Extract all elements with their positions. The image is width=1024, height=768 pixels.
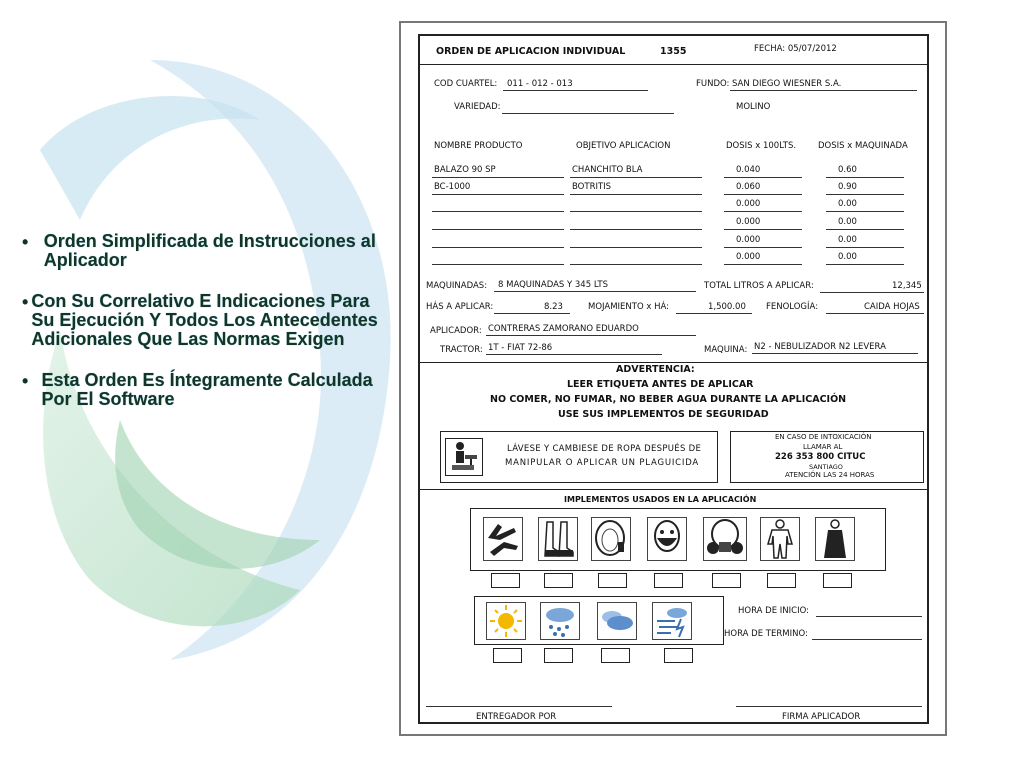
mojamiento-label: MOJAMIENTO x HÁ:: [588, 302, 670, 312]
cod-cuartel-value: 011 - 012 - 013: [507, 79, 573, 89]
cell-producto: BC-1000: [434, 182, 471, 192]
bullet-text: Esta Orden Es Íntegramente Calculada Por El Software: [41, 370, 373, 409]
suit-icon: [760, 517, 800, 561]
intoxicacion-box: [730, 431, 924, 483]
cell-producto: BALAZO 90 SP: [434, 165, 496, 175]
respirator-icon: [703, 517, 747, 561]
intox-line: SANTIAGO: [809, 463, 843, 471]
fundo-line: [730, 90, 917, 91]
has-line: [494, 313, 570, 314]
total-litros-value: 12,345: [892, 281, 922, 291]
bullet-text: Orden Simplificada de Instrucciones al Aplicador: [43, 231, 376, 270]
variedad-label: VARIEDAD:: [454, 102, 501, 112]
implement-checkbox[interactable]: [654, 573, 683, 588]
bullet-marker: •: [22, 292, 29, 312]
implementos-title: IMPLEMENTOS USADOS EN LA APLICACIÓN: [564, 495, 757, 504]
implement-checkbox[interactable]: [823, 573, 852, 588]
implement-checkbox[interactable]: [491, 573, 520, 588]
cell-dosis100: 0.000: [736, 199, 761, 209]
fundo-value: SAN DIEGO WIESNER S.A.: [732, 79, 842, 89]
cell-objetivo: CHANCHITO BLA: [572, 165, 643, 175]
form-frame: [418, 34, 929, 724]
sun-icon: [486, 602, 526, 640]
cell-dosis100: 0.000: [736, 217, 761, 227]
hora-termino-line[interactable]: [812, 639, 922, 640]
cell-dosismaq: 0.90: [838, 182, 857, 192]
col-header-objetivo: OBJETIVO APLICACION: [576, 141, 671, 151]
mojamiento-value: 1,500.00: [708, 302, 746, 312]
implement-checkbox[interactable]: [544, 573, 573, 588]
hora-inicio-label: HORA DE INICIO:: [738, 606, 809, 616]
entregador-label: ENTREGADOR POR: [476, 712, 557, 722]
weather-checkbox[interactable]: [544, 648, 573, 663]
cell-dosismaq: 0.00: [838, 252, 857, 262]
has-value: 8.23: [544, 302, 563, 312]
advertencia-title: ADVERTENCIA:: [616, 364, 695, 375]
weather-checkbox[interactable]: [664, 648, 693, 663]
bullet-item: [14, 371, 394, 409]
implementos-divider: [420, 489, 927, 490]
molino-label: MOLINO: [736, 102, 771, 112]
maquina-value: N2 - NEBULIZADOR N2 LEVERA: [754, 342, 886, 352]
maquina-line: [752, 353, 918, 354]
washing-icon: [445, 438, 483, 476]
total-litros-line: [820, 292, 924, 293]
entregador-line: [426, 706, 612, 707]
implement-checkbox[interactable]: [598, 573, 627, 588]
hora-termino-label: HORA DE TERMINO:: [724, 629, 808, 639]
col-header-dosis100: DOSIS x 100LTS.: [726, 141, 797, 151]
gloves-icon: [483, 517, 523, 561]
cell-dosis100: 0.000: [736, 235, 761, 245]
tractor-line: [486, 354, 662, 355]
form-title: ORDEN DE APLICACION INDIVIDUAL: [436, 46, 626, 57]
mask-icon: [647, 517, 687, 561]
lavese-line: LÁVESE Y CAMBIESE DE ROPA DESPUÉS DE: [507, 444, 702, 454]
fenologia-line: [826, 313, 924, 314]
form-document: [399, 21, 947, 736]
rain-icon: [540, 602, 580, 640]
variedad-line: [502, 113, 674, 114]
fenologia-value: CAIDA HOJAS: [864, 302, 920, 312]
tractor-value: 1T - FIAT 72-86: [488, 343, 553, 353]
advertencia-line: USE SUS IMPLEMENTOS DE SEGURIDAD: [558, 409, 769, 420]
cod-cuartel-line: [503, 90, 648, 91]
implement-checkbox[interactable]: [767, 573, 796, 588]
bullet-marker: •: [22, 371, 29, 391]
cell-dosis100: 0.040: [736, 165, 761, 175]
tractor-label: TRACTOR:: [440, 345, 483, 355]
cell-dosis100: 0.060: [736, 182, 761, 192]
cell-dosis100: 0.000: [736, 252, 761, 262]
aplicador-line: [486, 335, 696, 336]
advertencia-line: NO COMER, NO FUMAR, NO BEBER AGUA DURANTE LA APLICACIÓN: [490, 394, 847, 405]
total-litros-label: TOTAL LITROS A APLICAR:: [704, 281, 814, 291]
face-shield-icon: [591, 517, 631, 561]
apron-icon: [815, 517, 855, 561]
col-header-producto: NOMBRE PRODUCTO: [434, 141, 523, 151]
intox-line: EN CASO DE INTOXICACIÓN: [775, 433, 872, 441]
fenologia-label: FENOLOGÍA:: [766, 302, 819, 312]
has-label: HÁS A APLICAR:: [426, 302, 494, 312]
boots-icon: [538, 517, 578, 561]
maquinadas-line: [494, 291, 696, 292]
aplicador-label: APLICADOR:: [430, 326, 482, 336]
cell-dosismaq: 0.60: [838, 165, 857, 175]
form-number: 1355: [660, 46, 687, 57]
warning-divider: [420, 362, 927, 363]
lavese-line: MANIPULAR O APLICAR UN PLAGUICIDA: [505, 458, 700, 468]
cell-dosismaq: 0.00: [838, 217, 857, 227]
bullet-list: [14, 232, 394, 431]
cloud-icon: [597, 602, 637, 640]
intox-line: LLAMAR AL: [803, 443, 843, 451]
header-divider: [420, 64, 927, 65]
col-header-dosismaq: DOSIS x MAQUINADA: [818, 141, 908, 151]
cell-dosismaq: 0.00: [838, 199, 857, 209]
weather-checkbox[interactable]: [493, 648, 522, 663]
fecha-label: FECHA: 05/07/2012: [754, 44, 837, 54]
intox-line: ATENCIÓN LAS 24 HORAS: [785, 471, 875, 479]
weather-checkbox[interactable]: [601, 648, 630, 663]
bullet-item: [14, 232, 394, 270]
wind-icon: [652, 602, 692, 640]
firma-label: FIRMA APLICADOR: [782, 712, 861, 722]
fundo-label: FUNDO:: [696, 79, 730, 89]
aplicador-value: CONTRERAS ZAMORANO EDUARDO: [488, 324, 639, 334]
maquina-label: MAQUINA:: [704, 345, 748, 355]
implement-checkbox[interactable]: [712, 573, 741, 588]
cell-dosismaq: 0.00: [838, 235, 857, 245]
hora-inicio-line[interactable]: [816, 616, 922, 617]
bullet-text: Con Su Correlativo E Indicaciones Para Su Ejecución Y Todos Los Antecedentes Adicionales Que Las Normas Exigen: [31, 291, 378, 349]
advertencia-line: LEER ETIQUETA ANTES DE APLICAR: [567, 379, 754, 390]
bullet-marker: •: [22, 232, 29, 252]
cod-cuartel-label: COD CUARTEL:: [434, 79, 498, 89]
lavese-box: [440, 431, 718, 483]
firma-line: [736, 706, 922, 707]
maquinadas-label: MAQUINADAS:: [426, 281, 488, 291]
mojamiento-line: [676, 313, 752, 314]
intox-phone: 226 353 800 CITUC: [775, 452, 866, 462]
bullet-item: [14, 292, 394, 349]
maquinadas-value: 8 MAQUINADAS Y 345 LTS: [498, 280, 608, 290]
cell-objetivo: BOTRITIS: [572, 182, 612, 192]
